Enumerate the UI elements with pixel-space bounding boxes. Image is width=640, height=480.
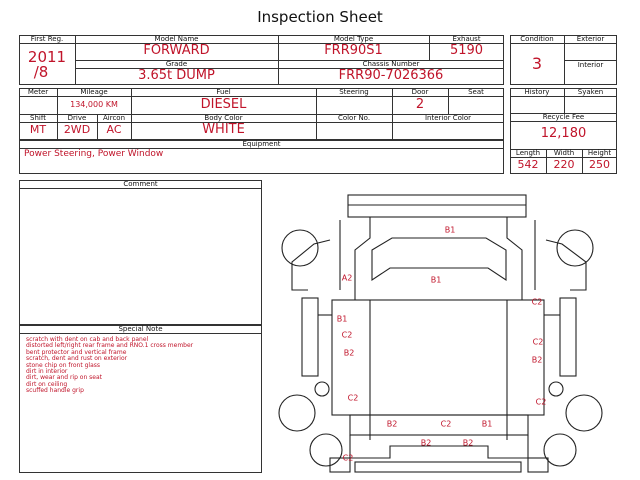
special-note-item: stone chip on front glass <box>26 361 101 369</box>
damage-mark: B1 <box>481 419 493 429</box>
equipment-value: Power Steering, Power Window <box>24 149 164 159</box>
first-reg-year: 2011 <box>27 48 67 66</box>
seat-label: Seat <box>468 88 484 96</box>
damage-mark: B2 <box>531 355 543 365</box>
special-note-item: scratch, dent and rust on exterior <box>26 355 128 363</box>
first-reg-month: /8 <box>33 63 49 81</box>
model-name-label: Model Name <box>154 35 199 43</box>
damage-mark: C2 <box>347 393 359 403</box>
shift-value: MT <box>29 123 47 136</box>
special-note-item: dirt, wear and rip on seat <box>26 374 103 382</box>
damage-mark: B2 <box>420 438 432 448</box>
body-color-label: Body Color <box>204 114 243 122</box>
interior-color-label: Interior Color <box>424 114 472 122</box>
chassis-number-value: FRR90-7026366 <box>338 68 444 83</box>
history-label: History <box>524 88 550 96</box>
damage-mark: B2 <box>343 348 355 358</box>
damage-mark: C2 <box>440 419 452 429</box>
equipment-label: Equipment <box>242 140 281 148</box>
recycle-fee-label: Recycle Fee <box>542 113 585 121</box>
special-note-item: dirt in interior <box>26 368 68 376</box>
grade-value: 3.65t DUMP <box>138 68 215 83</box>
interior-label: Interior <box>577 61 604 69</box>
width-label: Width <box>553 149 575 157</box>
damage-mark: B2 <box>462 438 474 448</box>
chassis-number-label: Chassis Number <box>362 60 420 68</box>
page-title: Inspection Sheet <box>257 8 383 26</box>
exhaust-value: 5190 <box>449 43 484 58</box>
damage-mark: B1 <box>444 225 456 235</box>
special-note-item: scratch with dent on cab and back panel <box>26 336 149 343</box>
exhaust-label: Exhaust <box>452 35 481 43</box>
fuel-value: DIESEL <box>200 97 247 112</box>
height-value: 250 <box>589 158 610 171</box>
aircon-value: AC <box>106 123 122 136</box>
aircon-label: Aircon <box>102 114 126 122</box>
length-value: 542 <box>517 158 539 171</box>
height-label: Height <box>587 149 612 157</box>
door-label: Door <box>411 88 429 96</box>
grade-label: Grade <box>165 60 188 68</box>
model-name-value: FORWARD <box>143 43 210 58</box>
damage-mark: C2 <box>535 397 547 407</box>
first-reg-label: First Reg. <box>30 35 64 43</box>
meter-label: Meter <box>27 88 49 96</box>
width-value: 220 <box>553 158 575 171</box>
special-note-item: dirt on ceiling <box>26 380 68 388</box>
door-value: 2 <box>415 97 425 112</box>
special-note-item: bent protector and vertical frame <box>26 348 127 356</box>
drive-label: Drive <box>67 114 87 122</box>
length-label: Length <box>515 149 541 157</box>
damage-mark: A2 <box>341 273 353 283</box>
damage-mark: C2 <box>531 297 543 307</box>
damage-mark: B1 <box>430 275 442 285</box>
mileage-label: Mileage <box>80 88 108 96</box>
damage-mark: B1 <box>336 314 348 324</box>
steering-label: Steering <box>339 88 369 96</box>
body-color-value: WHITE <box>202 122 245 137</box>
shift-label: Shift <box>30 114 46 122</box>
damage-mark: C2 <box>341 330 353 340</box>
special-note-label: Special Note <box>118 325 163 333</box>
drive-value: 2WD <box>63 123 91 136</box>
fuel-label: Fuel <box>216 88 231 96</box>
recycle-fee-value: 12,180 <box>540 126 587 141</box>
damage-mark: C2 <box>532 337 544 347</box>
damage-mark: B2 <box>386 419 398 429</box>
comment-label: Comment <box>123 180 158 188</box>
special-note-item: scuffed handle grip <box>26 387 84 395</box>
mileage-value: 134,000 KM <box>70 100 118 109</box>
condition-label: Condition <box>520 35 554 43</box>
damage-mark: C2 <box>342 453 354 463</box>
model-type-label: Model Type <box>333 35 374 43</box>
exterior-label: Exterior <box>576 35 605 43</box>
model-type-value: FRR90S1 <box>324 43 383 58</box>
special-note-item: distorted left/right rear frame and RNO.1 cross member <box>26 342 194 350</box>
syaken-label: Syaken <box>577 88 604 96</box>
color-no-label: Color No. <box>337 114 371 122</box>
condition-value: 3 <box>531 54 543 73</box>
